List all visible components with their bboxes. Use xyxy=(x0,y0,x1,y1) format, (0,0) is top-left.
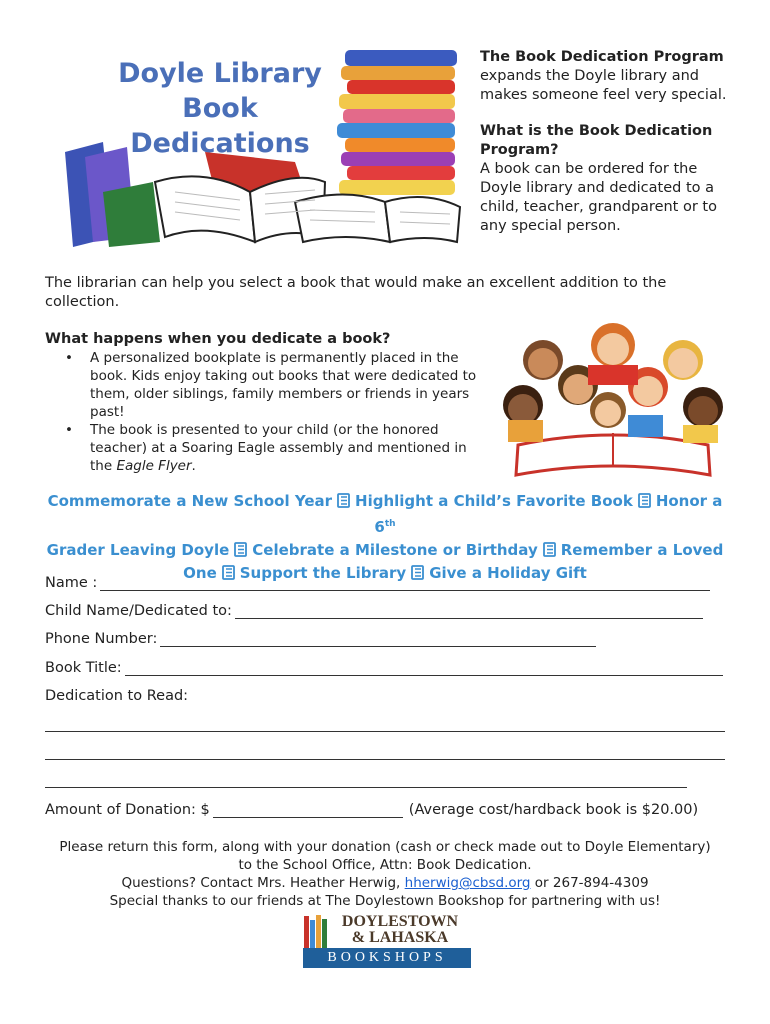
book-title-label: Book Title: xyxy=(45,660,122,676)
question-heading: What is the Book Dedication Program? xyxy=(480,123,713,158)
list-item-text: A personalized bookplate is permanently placed in the book. Kids enjoy taking out books that were dedicated to them, older siblings, family members or friends in years past! xyxy=(90,350,477,420)
amount-note: (Average cost/hardback book is $20.00) xyxy=(408,802,699,818)
list-item xyxy=(65,421,485,475)
title-line-1: Doyle Library xyxy=(118,58,322,89)
occasion-milestone: Celebrate a Milestone or Birthday xyxy=(252,541,538,559)
name-field[interactable] xyxy=(100,576,710,591)
occasion-new-school-year: Commemorate a New School Year xyxy=(47,492,333,510)
title-line-2: Book xyxy=(182,93,258,124)
occasion-remember-loved: Remember a Loved xyxy=(560,541,724,559)
phone-label: Phone Number: xyxy=(45,631,158,647)
book-title-row xyxy=(45,660,723,676)
phone-row xyxy=(45,631,596,647)
occasion-favorite-book: Highlight a Child’s Favorite Book xyxy=(355,492,633,510)
books-illustration xyxy=(55,42,470,252)
logo-line-1: DOYLESTOWN xyxy=(341,913,459,930)
kids-reading-illustration xyxy=(488,315,738,478)
dedication-label: Dedication to Read: xyxy=(45,688,189,704)
dedication-line-3[interactable] xyxy=(45,787,687,788)
occasion-honor-6th-text: Honor a 6 xyxy=(374,492,723,536)
program-heading: The Book Dedication Program xyxy=(480,49,724,65)
dedication-line-2[interactable] xyxy=(45,759,725,760)
occasion-holiday-gift: Give a Holiday Gift xyxy=(429,564,587,582)
name-row xyxy=(45,575,710,591)
occasion-support-library: Support the Library xyxy=(239,564,407,582)
bullet: • xyxy=(65,350,73,366)
eagle-flyer-title: Eagle Flyer xyxy=(116,458,192,474)
contact-phone: or 267-894-4309 xyxy=(534,875,649,891)
dedication-row xyxy=(45,688,188,704)
phone-field[interactable] xyxy=(160,632,596,647)
what-happens-heading: What happens when you dedicate a book? xyxy=(45,331,391,347)
return-instructions-2: to the School Office, Attn: Book Dedication. xyxy=(238,857,532,873)
ordinal-suffix: th xyxy=(384,519,396,529)
books-logo-icon xyxy=(303,914,329,948)
librarian-text: The librarian can help you select a book that would make an excellent addition to the collection. xyxy=(45,275,667,310)
list-item xyxy=(65,349,485,421)
occasions-list xyxy=(35,490,735,585)
logo-text xyxy=(329,914,471,946)
book-separator-icon xyxy=(543,542,556,557)
occasion-grader-leaving: Grader Leaving Doyle xyxy=(46,541,230,559)
bookshop-logo xyxy=(303,914,471,968)
list-item-period: . xyxy=(191,458,196,474)
book-separator-icon xyxy=(234,542,247,557)
book-title-field[interactable] xyxy=(125,661,723,676)
logo-band: BOOKSHOPS xyxy=(303,948,471,968)
list-item-text: The book is presented to your child (or the honored teacher) at a Soaring Eagle assembly and mentioned in the xyxy=(90,422,467,474)
footer xyxy=(40,838,730,910)
amount-row xyxy=(45,802,698,818)
answer-text: A book can be ordered for the Doyle library and dedicated to a child, teacher, grandparent or to any special person. xyxy=(480,161,717,234)
child-name-field[interactable] xyxy=(235,604,703,619)
occasion-remember-loved-one: One xyxy=(183,564,217,582)
book-separator-icon xyxy=(638,493,651,508)
contact-text: Questions? Contact Mrs. Heather Herwig, xyxy=(121,875,401,891)
amount-label: Amount of Donation: $ xyxy=(45,802,210,818)
email-link[interactable]: hherwig@cbsd.org xyxy=(404,875,531,891)
return-instructions: Please return this form, along with your donation (cash or check made out to Doyle Elementary) xyxy=(59,839,711,855)
child-name-row xyxy=(45,603,703,619)
thanks-text: Special thanks to our friends at The Doylestown Bookshop for partnering with us! xyxy=(109,893,661,909)
what-happens-list xyxy=(65,349,485,475)
title-line-3: Dedications xyxy=(130,128,310,159)
name-label: Name : xyxy=(45,575,98,591)
book-stack xyxy=(337,50,457,195)
logo-line-2: & LAHASKA xyxy=(351,929,449,946)
intro-section xyxy=(480,48,740,253)
amount-field[interactable] xyxy=(213,803,403,818)
child-name-label: Child Name/Dedicated to: xyxy=(45,603,232,619)
program-text: expands the Doyle library and makes someone feel very special. xyxy=(480,68,727,103)
bullet: • xyxy=(65,422,73,438)
contact-line xyxy=(40,874,730,892)
dedication-line-1[interactable] xyxy=(45,731,725,732)
book-separator-icon xyxy=(337,493,350,508)
